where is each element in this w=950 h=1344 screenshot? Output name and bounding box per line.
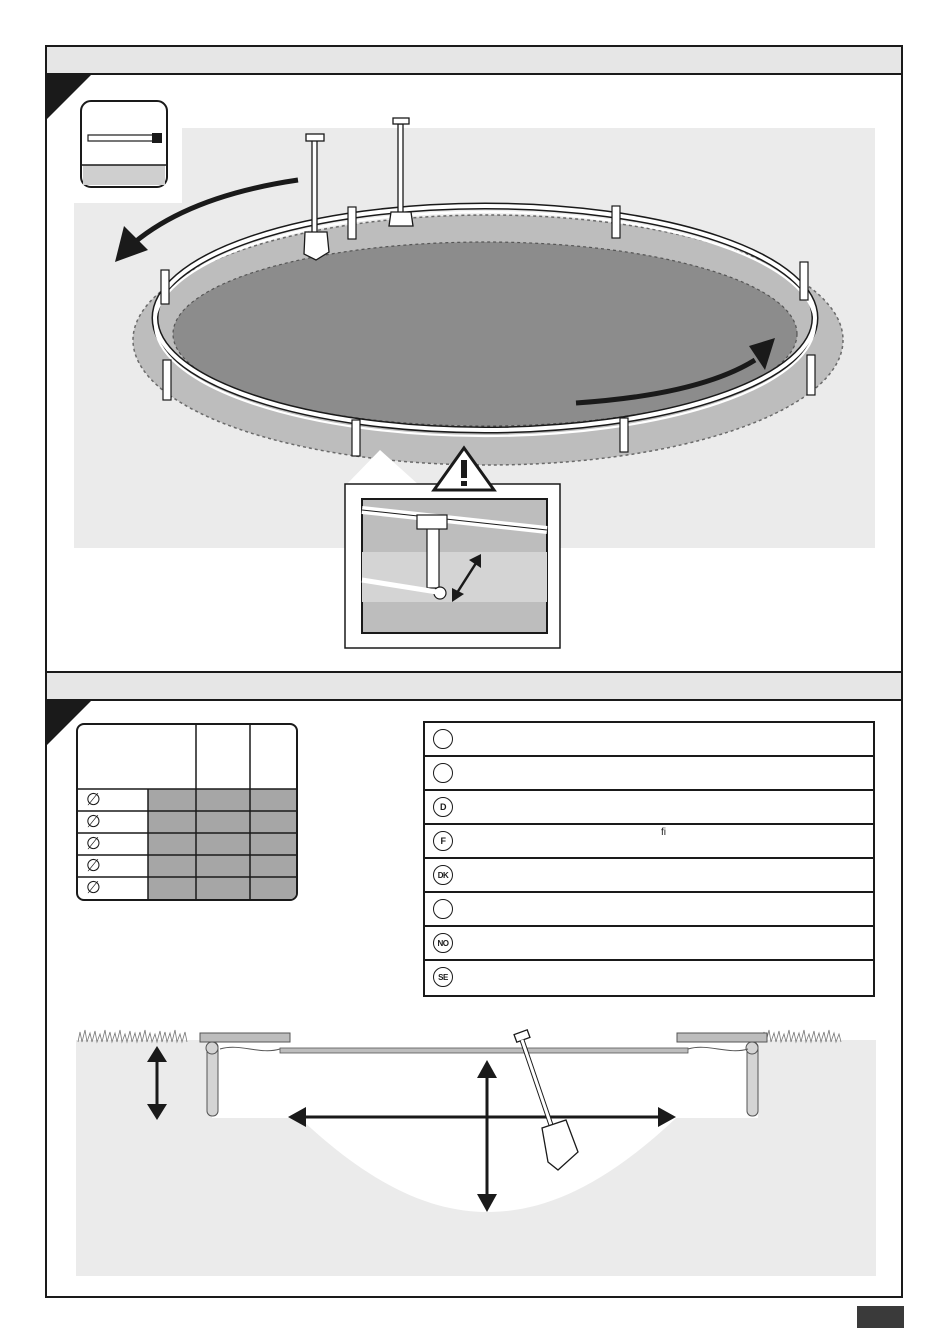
table-row-label: ∅	[86, 812, 101, 831]
step-header-bar-1	[47, 47, 901, 75]
table-row-label: ∅	[86, 856, 101, 875]
language-code-badge	[433, 729, 453, 749]
language-row	[425, 961, 873, 995]
measuring-tape-icon	[81, 101, 167, 187]
language-code-badge: NO	[433, 933, 453, 953]
language-row	[425, 825, 873, 859]
language-row	[425, 859, 873, 893]
language-row	[425, 893, 873, 927]
language-row	[425, 927, 873, 961]
table-row-label: ∅	[86, 790, 101, 809]
dimension-table	[76, 723, 298, 901]
language-list	[423, 721, 875, 997]
language-code-badge	[433, 763, 453, 783]
table-row-label: ∅	[86, 878, 101, 897]
language-code-badge: SE	[433, 967, 453, 987]
language-row	[425, 757, 873, 791]
language-code-badge: F	[433, 831, 453, 851]
language-text: ﬁ	[661, 827, 666, 838]
language-row	[425, 723, 873, 757]
language-code-badge: DK	[433, 865, 453, 885]
trampoline-dig-illustration	[47, 73, 903, 671]
step-header-bar-2	[47, 673, 901, 701]
pit-cross-section-illustration	[74, 1020, 876, 1276]
language-code-badge: D	[433, 797, 453, 817]
page-number-badge	[857, 1306, 904, 1328]
language-code-badge	[433, 899, 453, 919]
table-row-label: ∅	[86, 834, 101, 853]
language-row	[425, 791, 873, 825]
